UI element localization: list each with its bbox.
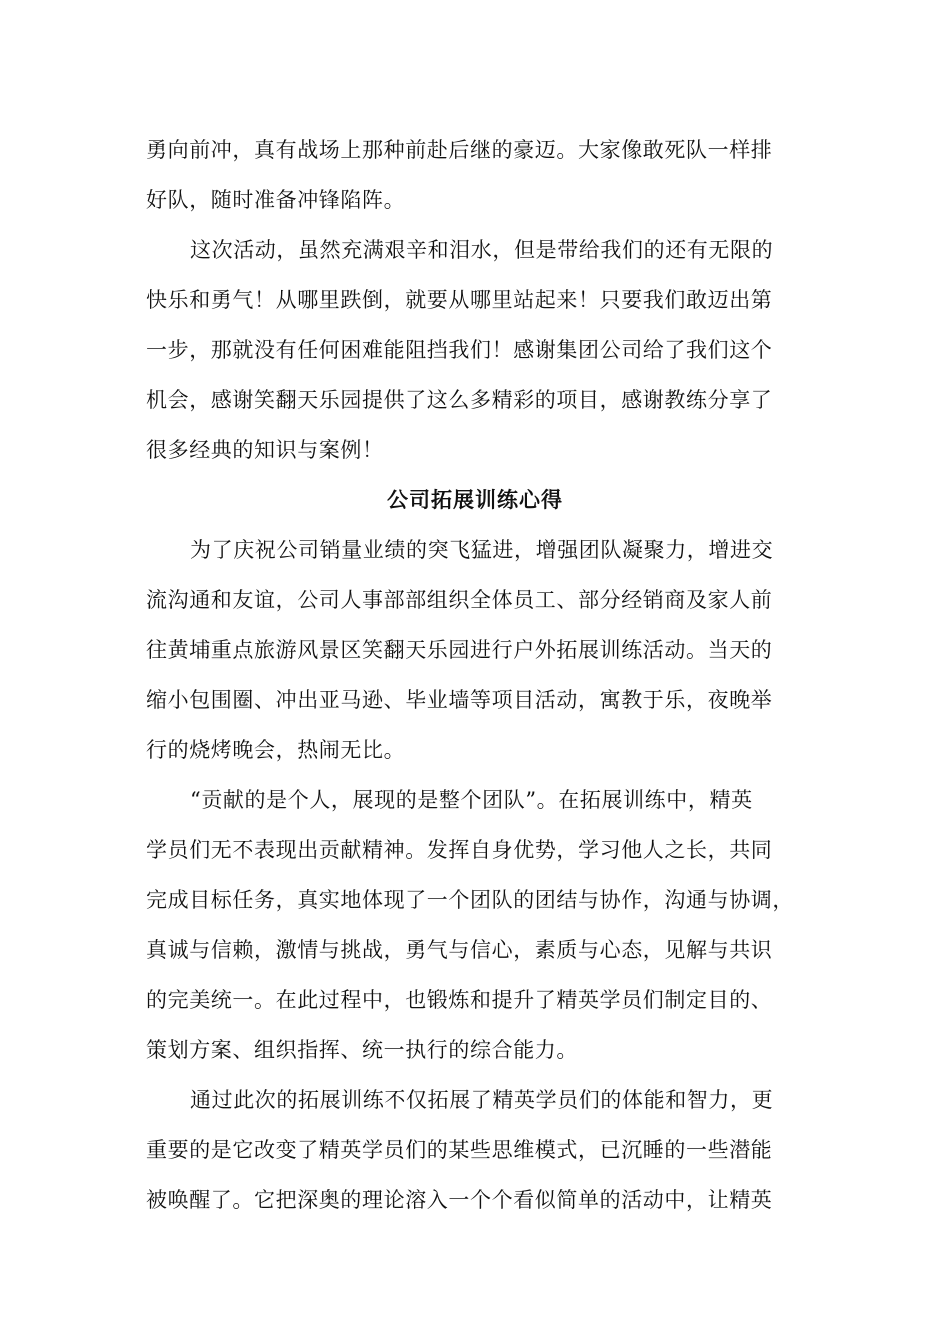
text-line: 重要的是它改变了精英学员们的某些思维模式，已沉睡的一些潜能 bbox=[146, 1138, 773, 1162]
text-line: 这次活动，虽然充满艰辛和泪水，但是带给我们的还有无限的 bbox=[190, 238, 774, 262]
text-line: 缩小包围圈、冲出亚马逊、毕业墙等项目活动，寓教于乐，夜晚举 bbox=[146, 688, 773, 712]
text-line: 完成目标任务，真实地体现了一个团队的团结与协作，沟通与协调， bbox=[146, 888, 794, 912]
text-line: 的完美统一。在此过程中，也锻炼和提升了精英学员们制定目的、 bbox=[146, 988, 773, 1012]
text-line: 勇向前冲，真有战场上那种前赴后继的豪迈。大家像敢死队一样排 bbox=[146, 138, 773, 162]
text-line: 一步，那就没有任何困难能阻挡我们！感谢集团公司给了我们这个 bbox=[146, 338, 773, 362]
text-line: 快乐和勇气！从哪里跌倒，就要从哪里站起来！只要我们敢迈出第 bbox=[146, 288, 773, 312]
text-line: 好队，随时准备冲锋陷阵。 bbox=[146, 188, 406, 212]
text-line: 被唤醒了。它把深奥的理论溶入一个个看似简单的活动中，让精英 bbox=[146, 1188, 773, 1212]
text-line: 行的烧烤晚会，热闹无比。 bbox=[146, 738, 406, 762]
article-title: 公司拓展训练心得 bbox=[387, 487, 563, 512]
text-line: 通过此次的拓展训练不仅拓展了精英学员们的体能和智力，更 bbox=[190, 1088, 774, 1112]
text-line: 流沟通和友谊，公司人事部部组织全体员工、部分经销商及家人前 bbox=[146, 588, 773, 612]
text-line: 往黄埔重点旅游风景区笑翻天乐园进行户外拓展训练活动。当天的 bbox=[146, 638, 773, 662]
text-line: 机会，感谢笑翻天乐园提供了这么多精彩的项目，感谢教练分享了 bbox=[146, 388, 773, 412]
text-line: 学员们无不表现出贡献精神。发挥自身优势，学习他人之长，共同 bbox=[146, 838, 773, 862]
text-line: “贡献的是个人，展现的是整个团队”。在拓展训练中，精英 bbox=[190, 788, 753, 812]
text-line: 很多经典的知识与案例！ bbox=[146, 438, 384, 462]
text-line: 为了庆祝公司销量业绩的突飞猛进，增强团队凝聚力，增进交 bbox=[190, 538, 774, 562]
text-line: 真诚与信赖，激情与挑战，勇气与信心，素质与心态，见解与共识 bbox=[146, 938, 773, 962]
text-line: 策划方案、组织指挥、统一执行的综合能力。 bbox=[146, 1038, 578, 1062]
